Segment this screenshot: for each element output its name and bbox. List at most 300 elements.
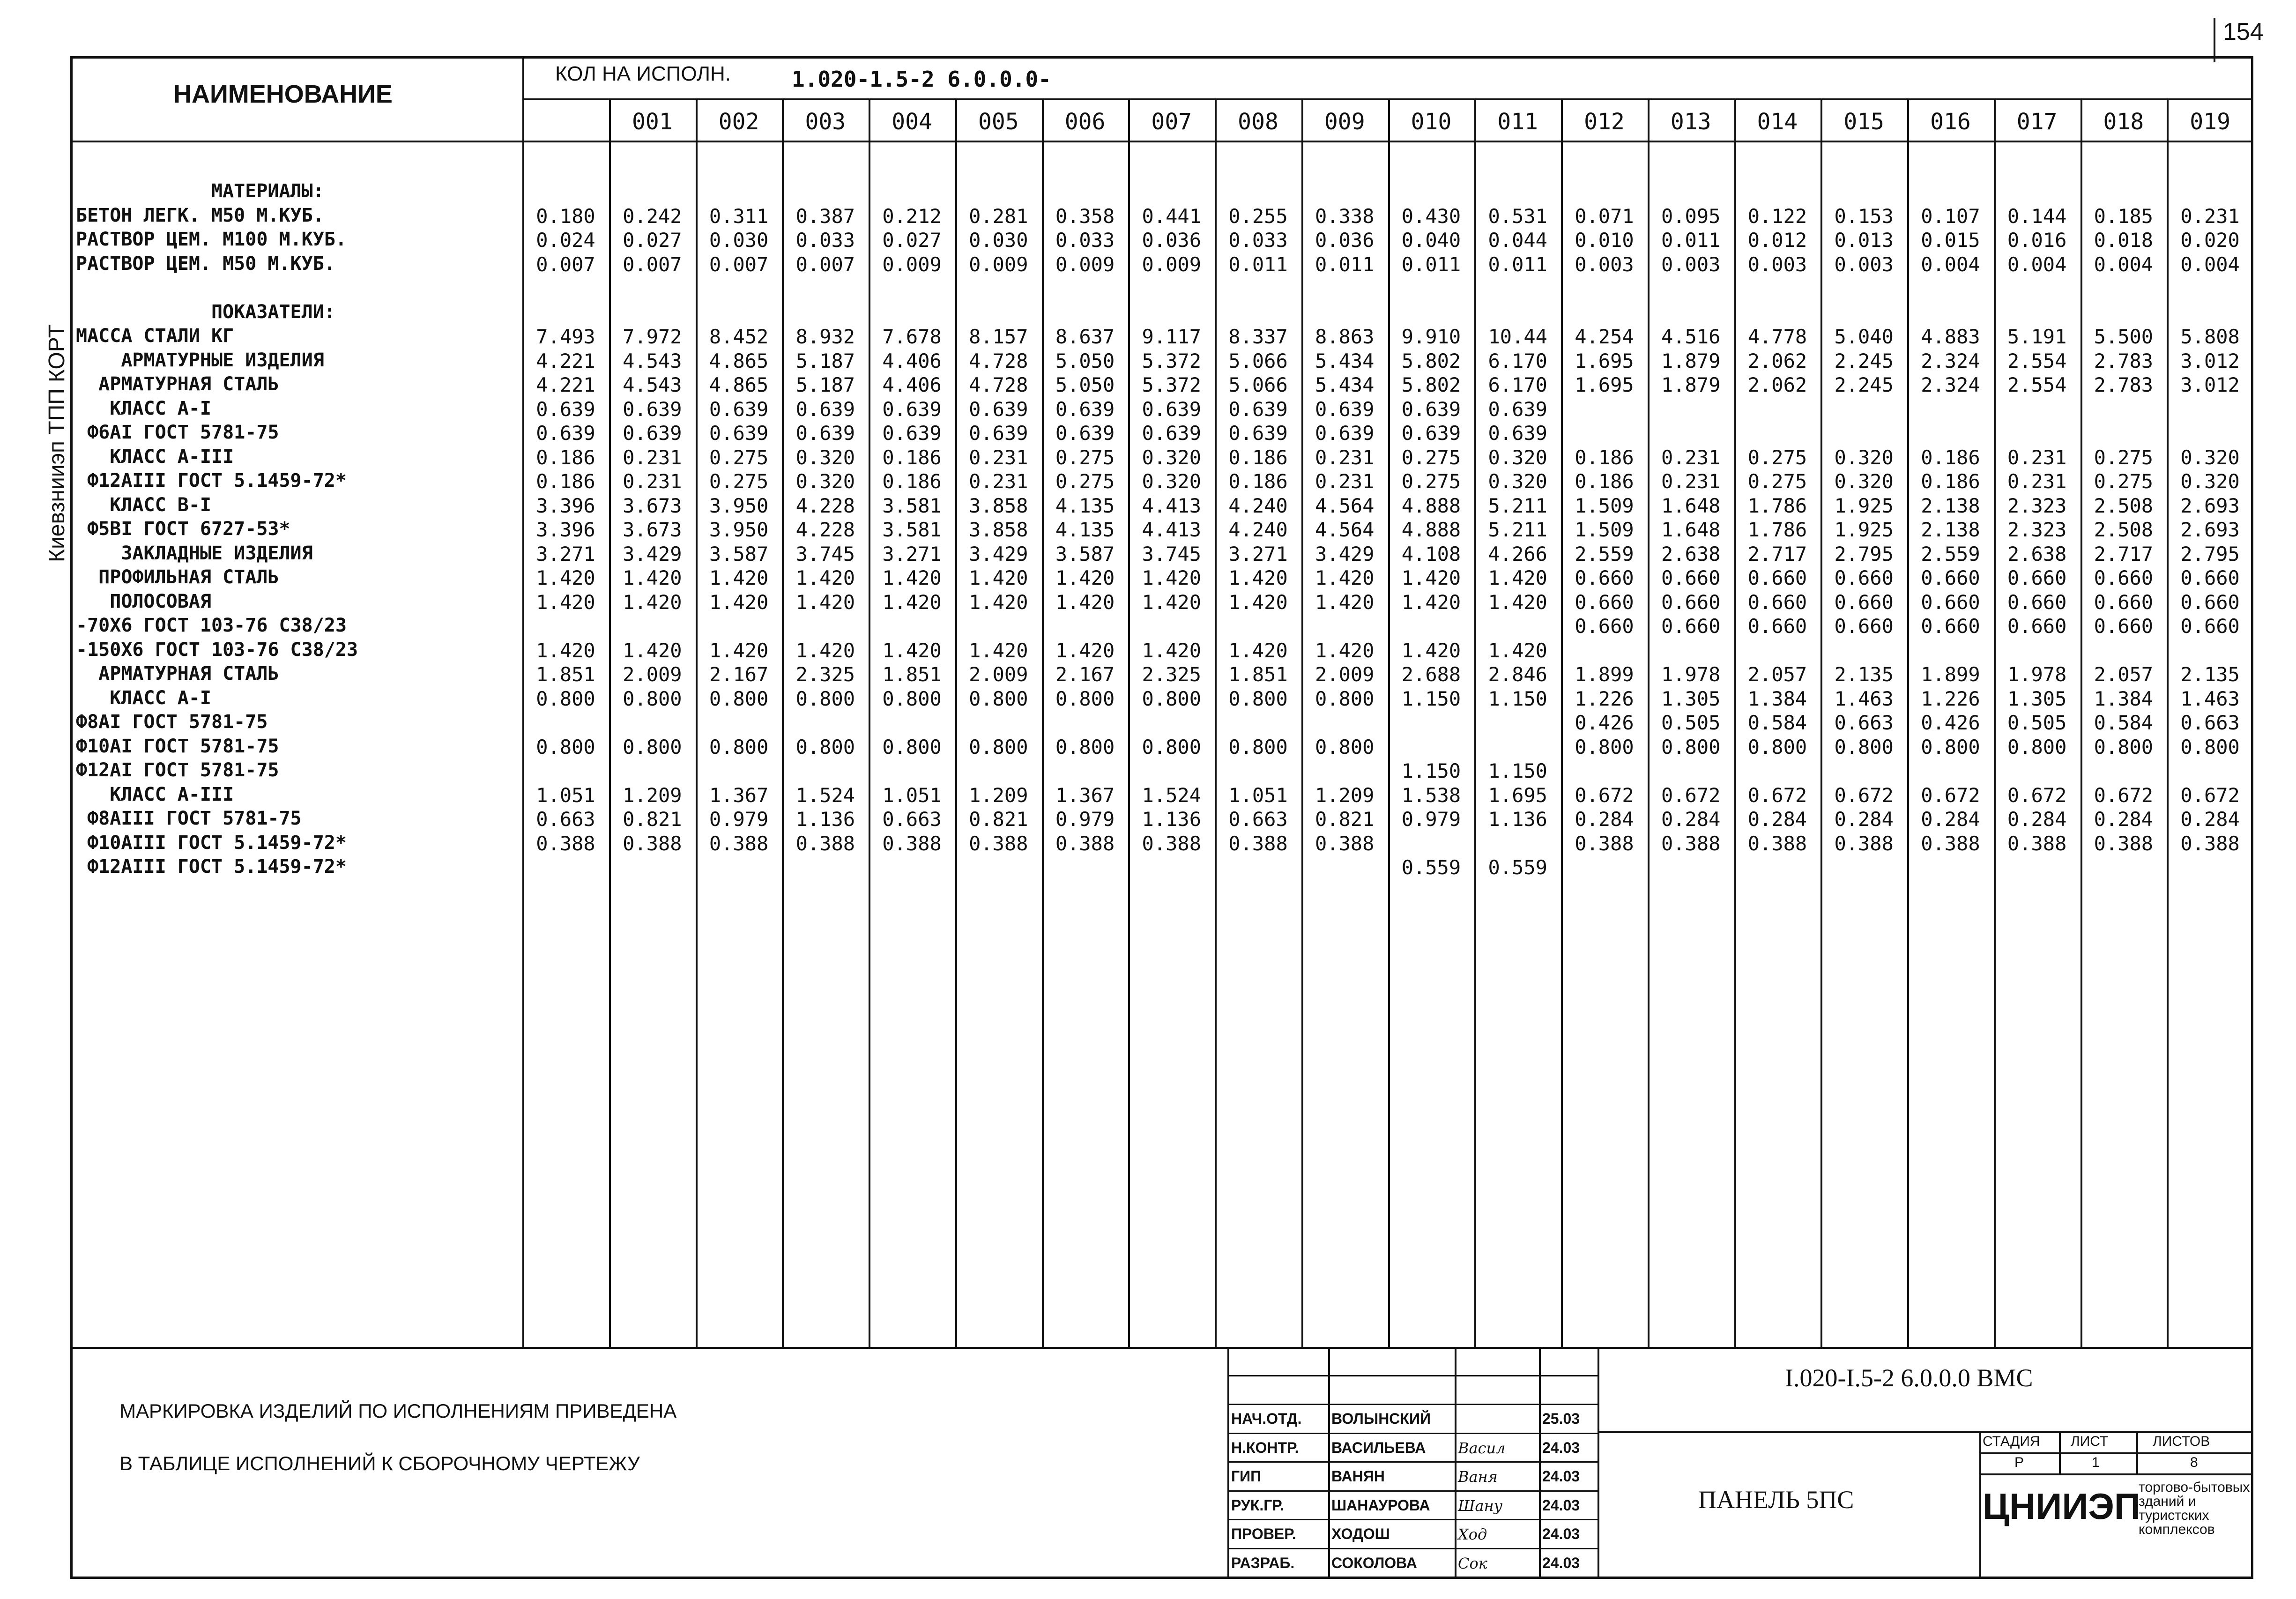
table-cell: 2.323: [2007, 494, 2067, 517]
table-cell: 0.800: [623, 687, 682, 710]
table-cell: 0.426: [1575, 711, 1634, 734]
table-cell: 0.255: [1228, 204, 1288, 228]
table-cell: 1.648: [1661, 518, 1721, 541]
table-cell: 0.122: [1747, 204, 1807, 228]
table-cell: 1.925: [1834, 518, 1894, 541]
side-stamp-text: Киевзнииэп ТПП КОРТ: [45, 324, 69, 562]
table-cell: 2.062: [1747, 373, 1807, 396]
table-cell: 8.932: [795, 325, 855, 348]
table-cell: 0.639: [795, 422, 855, 445]
signature-row-rule: [1227, 1375, 1598, 1376]
signature-row-rule: [1227, 1404, 1598, 1405]
table-cell: 0.007: [709, 253, 769, 276]
table-cell: 2.638: [1661, 542, 1721, 565]
table-cell: 1.420: [1228, 590, 1288, 614]
sheet-value: 1: [2092, 1455, 2100, 1470]
table-cell: 1.786: [1747, 518, 1807, 541]
table-cell: 2.508: [2094, 518, 2154, 541]
header-exec-label: КОЛ НА ИСПОЛН.: [555, 62, 731, 85]
row-label: КЛАСС А-I: [76, 397, 211, 419]
table-cell: 8.337: [1228, 325, 1288, 348]
table-cell: 1.150: [1401, 759, 1461, 782]
table-cell: 0.800: [1142, 735, 1201, 759]
table-cell: 1.420: [1315, 590, 1375, 614]
table-cell: 4.865: [709, 373, 769, 396]
table-cell: 0.663: [536, 808, 595, 831]
row-label: ЗАКЛАДНЫЕ ИЗДЕЛИЯ: [76, 542, 313, 564]
table-cell: 1.463: [1834, 687, 1894, 710]
table-cell: 0.231: [2180, 204, 2240, 228]
table-cell: 0.284: [1921, 808, 1980, 831]
table-cell: 1.420: [709, 590, 769, 614]
row-label: АРМАТУРНЫЕ ИЗДЕЛИЯ: [76, 349, 324, 371]
table-cell: 1.420: [709, 566, 769, 589]
table-cell: 0.015: [1921, 229, 1980, 252]
table-cell: 0.388: [2007, 832, 2067, 855]
table-cell: 4.865: [709, 349, 769, 372]
table-cell: 3.271: [1228, 542, 1288, 565]
table-cell: 1.305: [1661, 687, 1721, 710]
table-cell: 0.388: [2094, 832, 2154, 855]
table-cell: 1.420: [1401, 639, 1461, 662]
table-cell: 0.672: [2007, 783, 2067, 807]
table-cell: 0.275: [1401, 470, 1461, 493]
table-cell: 1.420: [969, 639, 1028, 662]
row-label: Ф8АIII ГОСТ 5781-75: [76, 808, 302, 829]
table-cell: 2.795: [2180, 542, 2240, 565]
column-rule: [1128, 98, 1130, 1347]
table-cell: 0.800: [623, 735, 682, 759]
table-cell: 0.186: [1228, 446, 1288, 469]
table-cell: 0.275: [2094, 470, 2154, 493]
table-cell: 1.420: [1055, 639, 1115, 662]
table-cell: 1.420: [795, 639, 855, 662]
table-cell: 1.051: [1228, 783, 1288, 807]
table-cell: 0.505: [1661, 711, 1721, 734]
table-cell: 0.639: [1488, 397, 1547, 421]
table-cell: 3.745: [795, 542, 855, 565]
column-header: 019: [2190, 109, 2230, 135]
table-cell: 4.254: [1575, 325, 1634, 348]
table-cell: 5.802: [1401, 349, 1461, 372]
table-cell: 0.660: [1575, 615, 1634, 638]
table-cell: 1.420: [1488, 590, 1547, 614]
row-label: КЛАСС А-III: [76, 446, 234, 468]
table-cell: 0.024: [536, 229, 595, 252]
table-cell: 0.505: [2007, 711, 2067, 734]
row-label: МАССА СТАЛИ КГ: [76, 325, 234, 347]
table-cell: 0.639: [623, 397, 682, 421]
table-cell: 0.800: [795, 735, 855, 759]
table-cell: 4.778: [1747, 325, 1807, 348]
table-cell: 1.648: [1661, 494, 1721, 517]
signature-role: ПРОВЕР.: [1231, 1525, 1296, 1542]
table-cell: 1.420: [1142, 590, 1201, 614]
table-cell: 3.745: [1142, 542, 1201, 565]
table-cell: 1.226: [1575, 687, 1634, 710]
table-cell: 0.003: [1575, 253, 1634, 276]
row-label: Ф12АIII ГОСТ 5.1459-72*: [76, 856, 347, 878]
table-cell: 3.587: [1055, 542, 1115, 565]
table-cell: 1.420: [623, 639, 682, 662]
table-cell: 0.800: [2007, 735, 2067, 759]
table-cell: 0.639: [1315, 422, 1375, 445]
column-rule: [1215, 98, 1217, 1347]
table-cell: 0.800: [709, 735, 769, 759]
table-cell: 0.231: [1661, 470, 1721, 493]
table-cell: 0.004: [2180, 253, 2240, 276]
table-cell: 3.012: [2180, 373, 2240, 396]
table-cell: 0.441: [1142, 204, 1201, 228]
table-cell: 0.660: [2180, 615, 2240, 638]
table-cell: 0.672: [2180, 783, 2240, 807]
signature-date: 24.03: [1542, 1468, 1580, 1485]
table-cell: 5.066: [1228, 349, 1288, 372]
table-cell: 0.186: [882, 470, 942, 493]
table-cell: 0.639: [1228, 422, 1288, 445]
signature-row-rule: [1227, 1461, 1598, 1463]
table-cell: 0.284: [1575, 808, 1634, 831]
table-cell: 0.388: [1661, 832, 1721, 855]
table-cell: 4.406: [882, 349, 942, 372]
table-cell: 2.783: [2094, 373, 2154, 396]
table-cell: 0.660: [1661, 615, 1721, 638]
table-cell: 0.800: [1661, 735, 1721, 759]
table-cell: 0.013: [1834, 229, 1894, 252]
table-cell: 0.800: [1834, 735, 1894, 759]
table-cell: 0.144: [2007, 204, 2067, 228]
table-cell: 1.851: [1228, 663, 1288, 686]
table-cell: 2.057: [2094, 663, 2154, 686]
table-cell: 0.672: [1575, 783, 1634, 807]
table-cell: 1.420: [969, 566, 1028, 589]
table-cell: 1.509: [1575, 518, 1634, 541]
table-cell: 4.135: [1055, 518, 1115, 541]
table-cell: 4.240: [1228, 518, 1288, 541]
table-cell: 1.420: [882, 639, 942, 662]
table-cell: 2.717: [2094, 542, 2154, 565]
table-cell: 0.275: [709, 470, 769, 493]
table-cell: 0.011: [1488, 253, 1547, 276]
table-cell: 0.800: [1315, 687, 1375, 710]
table-cell: 5.802: [1401, 373, 1461, 396]
table-cell: 0.660: [1575, 566, 1634, 589]
table-cell: 3.271: [882, 542, 942, 565]
table-cell: 3.396: [536, 518, 595, 541]
table-cell: 0.040: [1401, 229, 1461, 252]
table-cell: 0.231: [1315, 470, 1375, 493]
table-cell: 7.493: [536, 325, 595, 348]
row-label: ПРОФИЛЬНАЯ СТАЛЬ: [76, 566, 279, 588]
table-cell: 0.639: [882, 397, 942, 421]
column-header: 011: [1497, 109, 1538, 135]
table-cell: 3.429: [969, 542, 1028, 565]
table-cell: 2.554: [2007, 349, 2067, 372]
signature-role: РУК.ГР.: [1231, 1496, 1284, 1514]
table-cell: 0.639: [709, 397, 769, 421]
table-cell: 0.320: [1142, 470, 1201, 493]
table-cell: 1.420: [536, 639, 595, 662]
table-cell: 1.420: [1401, 590, 1461, 614]
table-cell: 1.978: [1661, 663, 1721, 686]
table-cell: 2.135: [1834, 663, 1894, 686]
table-cell: 0.388: [1315, 832, 1375, 855]
table-cell: 0.153: [1834, 204, 1894, 228]
table-cell: 4.228: [795, 518, 855, 541]
table-cell: 0.003: [1834, 253, 1894, 276]
table-cell: 6.170: [1488, 349, 1547, 372]
table-cell: 0.663: [2180, 711, 2240, 734]
table-cell: 1.879: [1661, 349, 1721, 372]
column-header: 013: [1670, 109, 1711, 135]
table-cell: 4.108: [1401, 542, 1461, 565]
table-cell: 0.672: [2094, 783, 2154, 807]
signature-mark: Ход: [1458, 1525, 1487, 1543]
table-cell: 0.320: [1834, 470, 1894, 493]
table-cell: 0.388: [1055, 832, 1115, 855]
table-cell: 1.978: [2007, 663, 2067, 686]
table-cell: 0.186: [536, 446, 595, 469]
signature-date: 25.03: [1542, 1410, 1580, 1427]
table-cell: 3.429: [1315, 542, 1375, 565]
table-cell: 1.420: [882, 566, 942, 589]
table-cell: 0.639: [1401, 422, 1461, 445]
table-cell: 0.284: [2007, 808, 2067, 831]
column-header: 014: [1757, 109, 1798, 135]
table-cell: 3.950: [709, 518, 769, 541]
table-cell: 5.187: [795, 349, 855, 372]
table-cell: 0.660: [2007, 566, 2067, 589]
column-header: 002: [718, 109, 759, 135]
table-cell: 4.728: [969, 349, 1028, 372]
table-cell: 0.320: [1488, 470, 1547, 493]
table-cell: 0.663: [1834, 711, 1894, 734]
table-cell: 0.821: [1315, 808, 1375, 831]
table-cell: 4.240: [1228, 494, 1288, 517]
table-cell: 0.275: [1747, 446, 1807, 469]
table-cell: 3.673: [623, 494, 682, 517]
column-rule: [1042, 98, 1044, 1347]
table-cell: 1.879: [1661, 373, 1721, 396]
table-cell: 5.050: [1055, 373, 1115, 396]
table-cell: 0.320: [2180, 446, 2240, 469]
table-cell: 0.388: [795, 832, 855, 855]
table-cell: 1.420: [1228, 566, 1288, 589]
table-cell: 0.320: [795, 470, 855, 493]
table-cell: 0.180: [536, 204, 595, 228]
table-cell: 1.209: [1315, 783, 1375, 807]
table-cell: 0.639: [1142, 422, 1201, 445]
column-rule: [782, 98, 784, 1347]
table-cell: 0.800: [1228, 735, 1288, 759]
table-cell: 0.639: [1142, 397, 1201, 421]
row-label: РАСТВОР ЦЕМ. М100 М.КУБ.: [76, 229, 347, 250]
table-cell: 4.564: [1315, 494, 1375, 517]
table-cell: 0.186: [1575, 470, 1634, 493]
table-cell: 3.429: [623, 542, 682, 565]
table-cell: 0.320: [1834, 446, 1894, 469]
signature-row-rule: [1227, 1433, 1598, 1434]
table-cell: 0.821: [623, 808, 682, 831]
row-label: Ф12АIII ГОСТ 5.1459-72*: [76, 470, 347, 491]
column-rule: [1388, 98, 1390, 1347]
table-cell: 0.800: [1055, 735, 1115, 759]
table-cell: 2.554: [2007, 373, 2067, 396]
row-label: Ф12АI ГОСТ 5781-75: [76, 759, 279, 781]
table-cell: 2.245: [1834, 349, 1894, 372]
table-cell: 0.388: [709, 832, 769, 855]
table-cell: 3.271: [536, 542, 595, 565]
table-cell: 0.185: [2094, 204, 2154, 228]
stage-value: Р: [2014, 1455, 2024, 1470]
table-cell: 1.420: [536, 590, 595, 614]
table-cell: 0.007: [536, 253, 595, 276]
sheet-label: ЛИСТ: [2071, 1434, 2109, 1449]
table-cell: 0.231: [623, 446, 682, 469]
table-cell: 2.688: [1401, 663, 1461, 686]
table-cell: 0.231: [2007, 470, 2067, 493]
signature-row-rule: [1227, 1548, 1598, 1549]
table-cell: 0.639: [1228, 397, 1288, 421]
table-cell: 0.320: [2180, 470, 2240, 493]
table-cell: 1.420: [1055, 566, 1115, 589]
table-cell: 0.800: [2180, 735, 2240, 759]
table-cell: 0.979: [1401, 808, 1461, 831]
table-cell: 0.388: [1228, 832, 1288, 855]
table-cell: 1.925: [1834, 494, 1894, 517]
table-cell: 2.245: [1834, 373, 1894, 396]
table-cell: 5.372: [1142, 349, 1201, 372]
table-cell: 5.372: [1142, 373, 1201, 396]
table-cell: 0.800: [969, 735, 1028, 759]
signature-name: ХОДОШ: [1331, 1525, 1390, 1542]
column-header: 017: [2016, 109, 2058, 135]
table-cell: 1.367: [1055, 783, 1115, 807]
signature-date: 24.03: [1542, 1525, 1580, 1542]
table-cell: 4.413: [1142, 518, 1201, 541]
table-cell: 0.388: [1575, 832, 1634, 855]
column-header: 007: [1151, 109, 1192, 135]
column-rule: [1474, 98, 1476, 1347]
table-cell: 0.584: [1747, 711, 1807, 734]
table-cell: 1.136: [795, 808, 855, 831]
table-cell: 0.800: [1315, 735, 1375, 759]
column-header: 004: [892, 109, 932, 135]
table-cell: 0.979: [709, 808, 769, 831]
signature-name: ВАНЯН: [1331, 1468, 1385, 1485]
header-bottom-rule: [73, 141, 2253, 142]
table-cell: 0.284: [1834, 808, 1894, 831]
table-cell: 0.531: [1488, 204, 1547, 228]
note-line-1: МАРКИРОВКА ИЗДЕЛИЙ ПО ИСПОЛНЕНИЯМ ПРИВЕДЕНА: [119, 1400, 677, 1422]
table-cell: 0.660: [2007, 615, 2067, 638]
table-cell: 4.221: [536, 349, 595, 372]
table-cell: 1.420: [1488, 639, 1547, 662]
column-header: 015: [1843, 109, 1885, 135]
table-cell: 0.186: [1575, 446, 1634, 469]
signature-date: 24.03: [1542, 1554, 1580, 1571]
table-cell: 0.660: [1834, 615, 1894, 638]
table-cell: 0.033: [795, 229, 855, 252]
table-cell: 0.275: [1747, 470, 1807, 493]
table-cell: 1.209: [623, 783, 682, 807]
signature-row-rule: [1227, 1490, 1598, 1492]
table-cell: 0.639: [536, 397, 595, 421]
table-cell: 0.020: [2180, 229, 2240, 252]
table-cell: 0.016: [2007, 229, 2067, 252]
table-cell: 0.388: [2180, 832, 2240, 855]
table-cell: 0.275: [1055, 446, 1115, 469]
table-cell: 2.325: [795, 663, 855, 686]
table-cell: 0.663: [882, 808, 942, 831]
table-cell: 0.033: [1228, 229, 1288, 252]
table-cell: 8.863: [1315, 325, 1375, 348]
organization-name: ЦНИИЭП: [1983, 1486, 2140, 1527]
table-cell: 1.420: [1488, 566, 1547, 589]
table-cell: 0.660: [1921, 566, 1980, 589]
note-line-2: В ТАБЛИЦЕ ИСПОЛНЕНИЙ К СБОРОЧНОМУ ЧЕРТЕЖУ: [119, 1452, 640, 1474]
sheet-number-rule: [2214, 18, 2215, 62]
table-cell: 0.284: [1661, 808, 1721, 831]
row-label: БЕТОН ЛЕГК. М50 М.КУБ.: [76, 204, 324, 226]
table-cell: 5.191: [2007, 325, 2067, 348]
table-cell: 0.281: [969, 204, 1028, 228]
table-cell: 8.637: [1055, 325, 1115, 348]
table-cell: 2.783: [2094, 349, 2154, 372]
table-cell: 0.639: [1055, 397, 1115, 421]
signature-role: НАЧ.ОТД.: [1231, 1410, 1302, 1427]
table-cell: 0.388: [969, 832, 1028, 855]
table-cell: 0.639: [709, 422, 769, 445]
table-cell: 2.325: [1142, 663, 1201, 686]
table-cell: 0.800: [1228, 687, 1288, 710]
table-cell: 0.275: [709, 446, 769, 469]
signature-role: ГИП: [1231, 1468, 1262, 1485]
table-cell: 1.420: [882, 590, 942, 614]
table-cell: 0.186: [1228, 470, 1288, 493]
table-cell: 4.543: [623, 349, 682, 372]
column-rule: [1301, 98, 1303, 1347]
table-cell: 0.800: [2094, 735, 2154, 759]
table-cell: 0.660: [2094, 566, 2154, 589]
table-cell: 0.107: [1921, 204, 1980, 228]
table-cell: 1.367: [709, 783, 769, 807]
row-label: КЛАСС В-I: [76, 494, 211, 516]
table-cell: 0.186: [536, 470, 595, 493]
table-cell: 0.800: [1055, 687, 1115, 710]
table-cell: 2.009: [1315, 663, 1375, 686]
table-cell: 5.434: [1315, 349, 1375, 372]
table-cell: 0.660: [1575, 590, 1634, 614]
table-cell: 0.639: [1488, 422, 1547, 445]
table-cell: 0.639: [795, 397, 855, 421]
table-cell: 0.009: [882, 253, 942, 276]
table-cell: 0.231: [1661, 446, 1721, 469]
table-cell: 0.800: [536, 687, 595, 710]
table-cell: 1.695: [1575, 373, 1634, 396]
table-cell: 1.150: [1488, 687, 1547, 710]
table-cell: 1.538: [1401, 783, 1461, 807]
table-cell: 0.011: [1228, 253, 1288, 276]
table-cell: 0.284: [2180, 808, 2240, 831]
table-cell: 0.800: [1142, 687, 1201, 710]
table-cell: 3.396: [536, 494, 595, 517]
table-cell: 0.012: [1747, 229, 1807, 252]
table-cell: 0.284: [2094, 808, 2154, 831]
table-cell: 4.516: [1661, 325, 1721, 348]
table-cell: 0.800: [882, 735, 942, 759]
table-cell: 4.543: [623, 373, 682, 396]
